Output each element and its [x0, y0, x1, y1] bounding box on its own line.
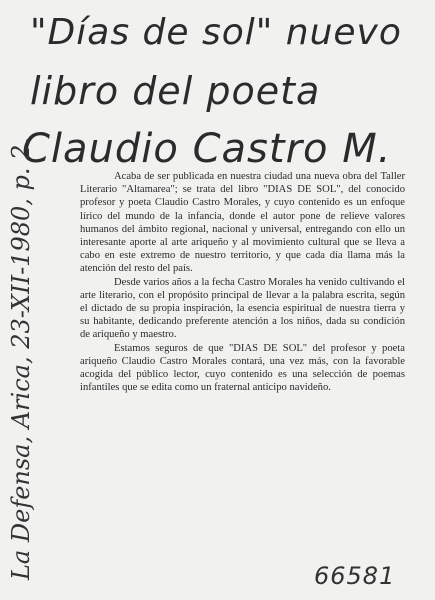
headline-line-3: Claudio Castro M. [22, 126, 392, 172]
article-paragraph-1: Acaba de ser publicada en nuestra ciudad una nueva obra del Taller Literario "Altamarea"; se trata del libro "DIAS DE SOL", del conocido profesor y poeta Claudio Castro Morales, y cuyo contenido es un enfoque lírico del mundo de la infancia, donde el autor pone de relieve valores humanos del ámbito regional, nacional y universal, entregando con ello un interesante aporte al arte ariqueño y al movimiento cultural que se lleva a cabo en este extremo de nuestro territorio, y que cada día llama más la atención del resto del país. [80, 171, 405, 275]
article-paragraph-2: Desde varios años a la fecha Castro Morales ha venido cultivando el arte literario, con el propósito principal de llevar a la palabra escrita, según el dictado de su propia inspiración, la esencia espiritual de nuestra tierra y su habitante, dedicando preferente atención a los niños, dada su condición de ariqueño y maestro. [80, 276, 405, 341]
headline-line-2: libro del poeta [30, 69, 321, 113]
handwritten-source-note: La Defensa, Arica, 23-XII-1980, p. 2. [7, 136, 35, 580]
article-paragraph-3: Estamos seguros de que "DIAS DE SOL" del profesor y poeta ariqueño Claudio Castro Morales contará, una vez más, con la favorable acogida del público lector, cuyo contenido es una selección de poemas infantiles que se edita como un fraternal anticipo navideño. [80, 342, 405, 394]
headline-line-1: "Días de sol" nuevo [30, 12, 402, 53]
handwritten-catalog-number: 66581 [314, 562, 396, 590]
headline [22, 4, 427, 178]
article-body [80, 170, 405, 394]
